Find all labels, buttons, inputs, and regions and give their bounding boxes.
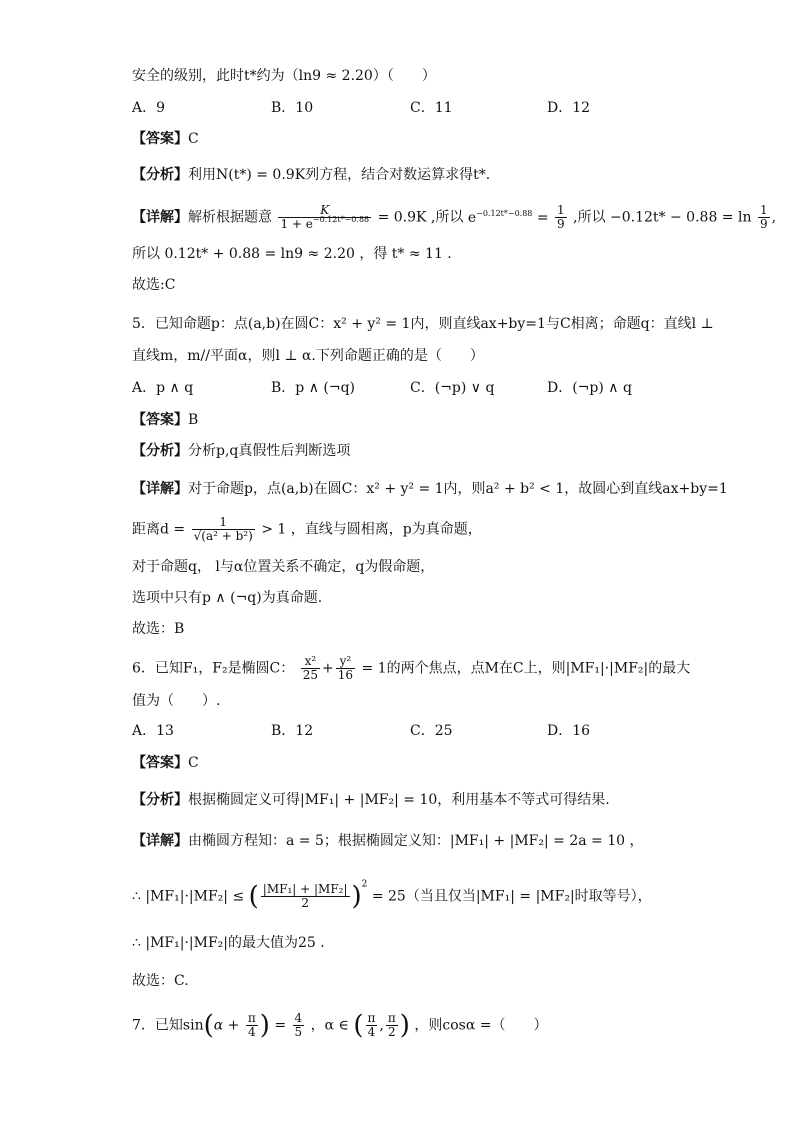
pi-over-2: $\frac{\pi}{2}$ (387, 1011, 396, 1039)
q6-detail-1 (132, 832, 643, 850)
detail-text: 距离d = (132, 521, 186, 538)
q6-conclusion: 故选：C. (132, 973, 189, 989)
analysis-tag: 【分析】 (132, 443, 188, 459)
pi-over-4: $\frac{\pi}{4}$ (247, 1011, 256, 1039)
answer-value: C (188, 755, 199, 771)
q4-option-a: A．9 (132, 100, 166, 116)
q6-stem-1: 6．已知F₁，F₂是椭圆C： $\frac{\text{x²}}{25}$ + $\frac{\text{y²}}{16}$ = 1的两个焦点，点M在C上，则|MF₁|·|MF₂|的最大 (132, 654, 691, 682)
detail-text: 由椭圆方程知：a = 5；根据椭圆定义知：|MF₁| + |MF₂| = 2a = 10 ， (188, 833, 644, 849)
answer-tag: 【答案】 (132, 755, 188, 771)
q4-conclusion: 故选:C (132, 277, 176, 293)
q5-option-d: D．(¬p) ∧ q (547, 380, 632, 396)
analysis-text: 根据椭圆定义可得|MF₁| + |MF₂| = 10，利用基本不等式可得结果. (188, 792, 610, 808)
q6-option-c: C．25 (410, 723, 453, 739)
q6-analysis (132, 791, 610, 809)
q6-stem-2: 值为（ ）. (132, 693, 221, 709)
q5-option-a: A．p ∧ q (132, 380, 194, 396)
answer-value: B (188, 412, 199, 428)
detail-tag: 【详解】 (132, 209, 188, 226)
stem-text: ，α ∈ (310, 1017, 349, 1034)
q6-option-d: D．16 (547, 723, 591, 739)
q5-option-b: B．p ∧ (¬q) (271, 380, 356, 396)
detail-text: ,所以 −0.12t* − 0.88 = ln (573, 209, 752, 226)
q5-detail-2 (132, 516, 482, 543)
y-squared-over-16: $\frac{\text{y²}}{16}$ (337, 654, 354, 682)
detail-text: 解析根据题意 (188, 209, 272, 226)
distance-fraction: $\frac{1}{\text{√(a² + b²)}}$ (193, 515, 253, 543)
q5-detail-4: 选项中只有p ∧ (¬q)为真命题. (132, 590, 323, 606)
one-ninth-fraction: $\frac{1}{9}$ (759, 203, 768, 231)
q4-detail-1: 【详解】解析根据题意 $\frac{K}{1 + e^{-0.12t*-0.88}}$ = 0.9K ,所以 $e^{-0.12t*-0.88}$ = $\frac{1}{9}$ ,所以 −0.12t* − 0.88 = ln $\frac{1}{9}$ , (132, 203, 777, 231)
q4-analysis (132, 166, 490, 184)
answer-value: C (188, 131, 199, 147)
four-fifths: $\frac{4}{5}$ (294, 1011, 303, 1039)
analysis-tag: 【分析】 (132, 167, 188, 183)
q6-option-b: B．12 (271, 723, 314, 739)
q5-detail-3: 对于命题q， l与α位置关系不确定，q为假命题， (132, 559, 435, 575)
am-gm-fraction: $\frac{\text{|MF₁| + |MF₂|}}{2}$ (262, 882, 348, 910)
x-squared-over-25: $\frac{\text{x²}}{25}$ (302, 654, 319, 682)
q6-detail-2: ∴ |MF₁|·|MF₂| ≤ ( $\frac{\text{|MF₁| + |MF₂|}}{2}$ )$^2$ = 25（当且仅当|MF₁| = |MF₂|时取等号）， (132, 879, 652, 912)
answer-tag: 【答案】 (132, 131, 188, 147)
q6-detail-3: ∴ |MF₁|·|MF₂|的最大值为25 . (132, 935, 325, 951)
answer-tag: 【答案】 (132, 412, 188, 428)
analysis-text: 利用N(t*) = 0.9K列方程，结合对数运算求得t*. (188, 167, 491, 183)
detail-text: = 25（当且仅当|MF₁| = |MF₂|时取等号）， (371, 888, 652, 905)
q4-option-c: C．11 (410, 100, 453, 116)
q6-answer (132, 754, 199, 772)
stem-text: 6．已知F₁，F₂是椭圆C： (132, 660, 295, 677)
q5-conclusion: 故选：B (132, 621, 185, 637)
stem-text: 7．已知sin (132, 1017, 204, 1034)
q4-option-b: B．10 (271, 100, 314, 116)
q5-stem-1: 5．已知命题p：点(a,b)在圆C：x² + y² = 1内，则直线ax+by=1与C相离；命题q：直线l ⊥ (132, 316, 714, 332)
stem-text: ，则cosα =（ ） (414, 1017, 548, 1034)
analysis-tag: 【分析】 (132, 792, 188, 808)
q4-stem-tail: 安全的级别，此时t*约为（ln9 ≈ 2.20）（ ） (132, 68, 436, 84)
q4-detail-2: 所以 0.12t* + 0.88 = ln9 ≈ 2.20 ，得 t* ≈ 11 . (132, 246, 452, 262)
q4-option-d: D．12 (547, 100, 591, 116)
analysis-text: 分析p,q真假性后判断选项 (188, 443, 351, 459)
q4-answer (132, 130, 199, 148)
detail-text: ∴ |MF₁|·|MF₂| ≤ (132, 888, 245, 905)
q5-stem-2: 直线m，m//平面α，则l ⊥ α.下列命题正确的是（ ） (132, 348, 484, 364)
stem-text: = 1的两个焦点，点M在C上，则|MF₁|·|MF₂|的最大 (361, 660, 691, 677)
q5-detail-1 (132, 480, 728, 498)
q6-option-a: A．13 (132, 723, 174, 739)
detail-tag: 【详解】 (132, 833, 188, 849)
detail-tag: 【详解】 (132, 481, 188, 497)
one-ninth-fraction: $\frac{1}{9}$ (557, 203, 565, 231)
detail-text: 对于命题p，点(a,b)在圆C：x² + y² = 1内，则a² + b² < 1，故圆心到直线ax+by=1 (188, 481, 728, 497)
detail-text: > 1 ，直线与圆相离，p为真命题， (261, 521, 482, 538)
logistic-fraction: $\frac{K}{1 + e^{-0.12t*-0.88}}$ (280, 203, 370, 231)
q5-option-c: C．(¬p) ∨ q (410, 380, 495, 396)
q7-stem: 7．已知sin(α + $\frac{\pi}{4}$ ) = $\frac{4}{5}$ ，α ∈ ( $\frac{\pi}{4}$ , $\frac{\pi}{2}$ ) ，则cosα =（ ） (132, 1010, 548, 1041)
q5-analysis (132, 442, 350, 460)
q5-answer (132, 411, 198, 429)
detail-text: = 0.9K ,所以 (377, 209, 464, 226)
pi-over-4: $\frac{\pi}{4}$ (367, 1011, 376, 1039)
